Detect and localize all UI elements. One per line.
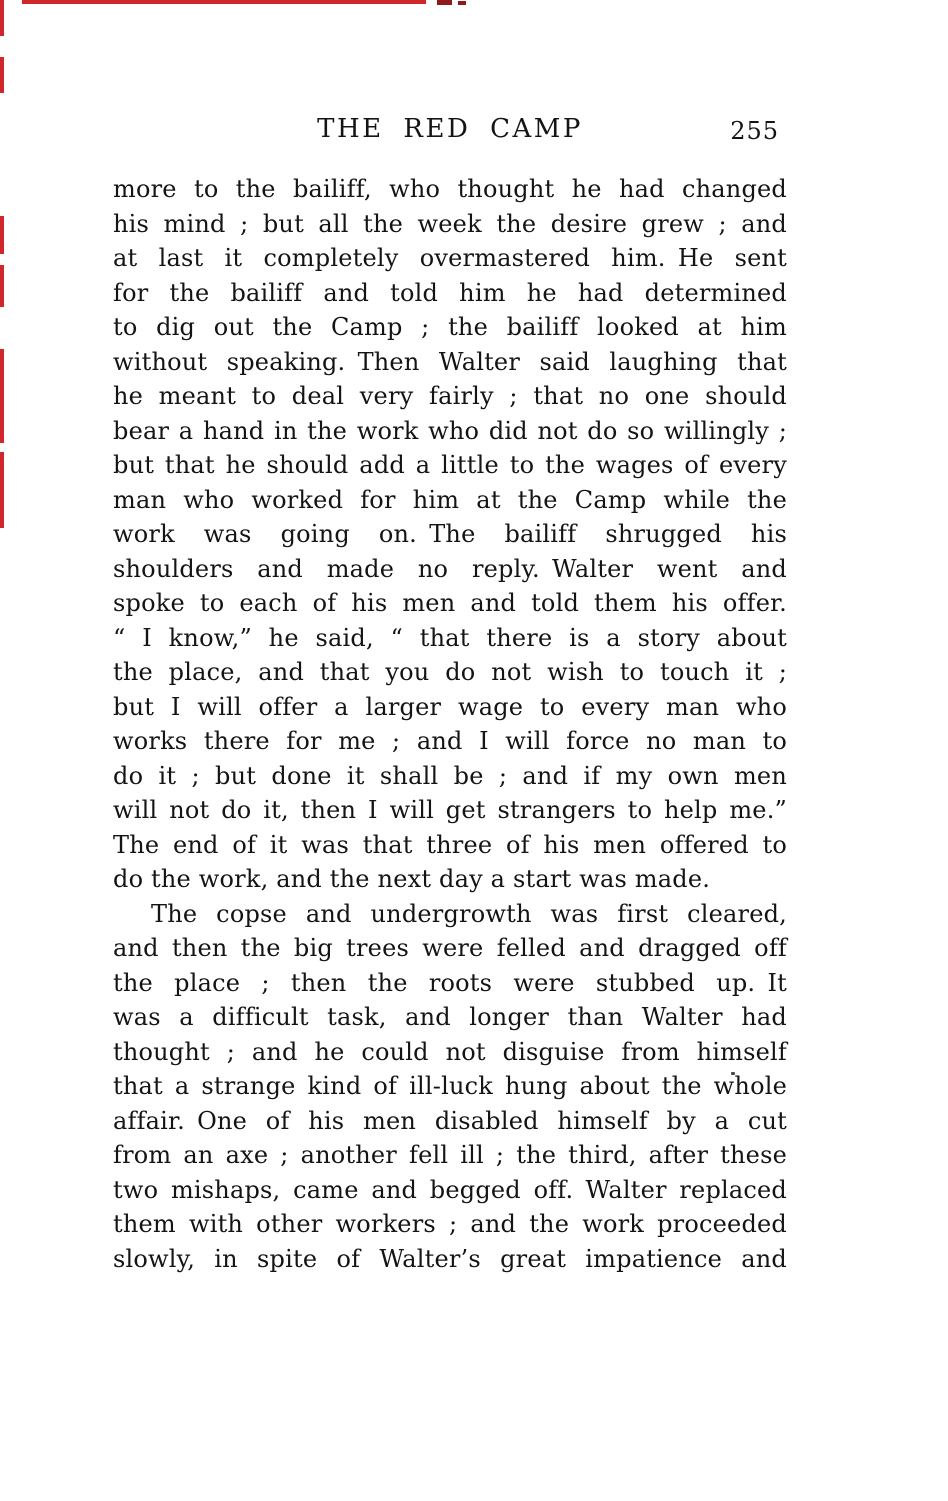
text-line: that a strange kind of ill-luck hung about the whole — [113, 1072, 787, 1100]
text-line: them with other workers ; and the work proceeded — [113, 1210, 787, 1238]
text-line: his mind ; but all the week the desire grew ; and — [113, 209, 787, 238]
text-line: without speaking. Then Walter said laughing that — [113, 347, 787, 376]
scan-mark-left-edge — [0, 0, 4, 36]
text-line: will not do it, then I will get strangers to help me.” — [113, 796, 787, 824]
text-line: from an axe ; another fell ill ; the third, after these — [113, 1141, 787, 1169]
scan-mark-top-dash — [437, 0, 452, 5]
text-line: shoulders and made no reply. Walter went and — [113, 554, 787, 583]
text-line: two mishaps, came and begged off. Walter replaced — [113, 1175, 787, 1204]
text-line: thought ; and he could not disguise from himself — [113, 1037, 787, 1066]
running-title: THE RED CAMP — [317, 114, 583, 144]
scan-mark-top-edge — [22, 0, 426, 4]
text-line: the place ; then the roots were stubbed up. It — [113, 968, 787, 997]
text-line: he meant to deal very fairly ; that no one should — [113, 382, 787, 410]
text-line: bear a hand in the work who did not do so willingly ; — [113, 416, 787, 445]
text-line: but that he should add a little to the wages of every — [113, 451, 787, 479]
scan-mark-top-dash — [458, 1, 466, 5]
scan-mark-left-edge — [0, 216, 4, 254]
text-line: more to the bailiff, who thought he had changed — [113, 175, 787, 203]
text-line: and then the big trees were felled and dragged off — [113, 934, 787, 962]
text-line: to dig out the Camp ; the bailiff looked at him — [113, 313, 787, 341]
text-line: The end of it was that three of his men offered to — [113, 830, 787, 859]
text-line: slowly, in spite of Walter’s great impatience and — [113, 1244, 787, 1273]
text-line: but I will offer a larger wage to every man who — [113, 692, 787, 721]
text-line: “ I know,” he said, “ that there is a story about — [113, 623, 787, 652]
text-line: at last it completely overmastered him. He sent — [113, 244, 787, 272]
text-line: The copse and undergrowth was first cleared, — [151, 899, 787, 928]
page-header — [113, 114, 787, 148]
text-line: works there for me ; and I will force no man to — [113, 727, 787, 755]
body-text — [113, 172, 787, 1276]
text-line: do the work, and the next day a start was made. — [113, 865, 711, 893]
text-line: do it ; but done it shall be ; and if my own men — [113, 761, 787, 790]
text-line: for the bailiff and told him he had determined — [113, 278, 787, 307]
text-line: spoke to each of his men and told them his offer. — [113, 589, 787, 617]
text-line: man who worked for him at the Camp while the — [113, 485, 787, 514]
scan-mark-left-edge — [0, 452, 4, 528]
scan-mark-left-edge — [0, 265, 4, 307]
scan-mark-left-edge — [0, 349, 4, 443]
page-number: 255 — [730, 117, 779, 145]
text-line: was a difficult task, and longer than Walter had — [113, 1003, 787, 1031]
text-line: affair. One of his men disabled himself by a cut — [113, 1106, 787, 1135]
scan-mark-left-edge — [0, 57, 4, 93]
text-line: work was going on. The bailiff shrugged his — [113, 520, 787, 548]
text-line: the place, and that you do not wish to touch it ; — [113, 658, 787, 686]
